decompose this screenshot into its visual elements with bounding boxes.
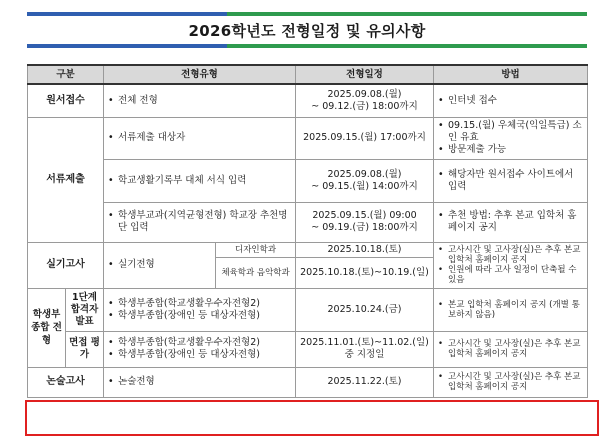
category-practical: 실기고사 (28, 242, 104, 288)
schedule-interview: 2025.11.01.(토)~11.02.(일) 중 지정일 (296, 331, 434, 367)
title-bottom-rule (27, 44, 587, 48)
header-type: 전형유형 (104, 65, 296, 84)
table-row-practical-1 (28, 242, 588, 257)
method-documents-3: • 추천 방법: 추후 본교 입학처 홈페이지 공지 (437, 210, 584, 234)
schedule-table (27, 64, 588, 398)
method-first-stage: • 본교 입학처 홈페이지 공지 (개별 통보하지 않음) (434, 288, 588, 331)
type-essay: • 논술전형 (107, 376, 292, 388)
schedule-practical-1: 2025.10.18.(토) (296, 242, 434, 257)
title-top-rule (27, 12, 587, 16)
schedule-documents-1: 2025.09.15.(월) 17:00까지 (296, 117, 434, 159)
schedule-first-stage: 2025.10.24.(금) (296, 288, 434, 331)
highlight-box-essay (25, 400, 599, 436)
header-method: 방법 (434, 65, 588, 84)
type-documents-target: • 서류제출 대상자 (107, 132, 292, 144)
table-row-student-record-1 (28, 288, 588, 331)
table-row-student-record-2 (28, 331, 588, 367)
type-record-substitute: • 학교생활기록부 대체 서식 입력 (107, 175, 292, 187)
table-row-essay (28, 367, 588, 397)
header-row (28, 65, 588, 84)
type-practical: • 실기전형 (107, 259, 212, 271)
sub-first-stage: 1단계 합격자 발표 (66, 288, 104, 331)
schedule-practical-2: 2025.10.18.(토)~10.19.(일) (296, 257, 434, 288)
category-documents: 서류제출 (28, 117, 104, 242)
method-interview: • 고사시간 및 고사장(실)은 추후 본교 입학처 홈페이지 공지 (434, 331, 588, 367)
types-interview: • 학생부종합(학교생활우수자전형2) • 학생부종합(장애인 등 대상자전형) (104, 331, 296, 367)
method-practical: • 고사시간 및 고사장(실)은 추후 본교 입학처 홈페이지 공지 • 인원에 따라 고사 일정이 단축될 수 있음 (434, 242, 588, 288)
table-row-documents-3 (28, 202, 588, 242)
category-application: 원서접수 (28, 84, 104, 117)
schedule-documents-2: 2025.09.08.(월) ~ 09.15.(월) 14:00까지 (296, 159, 434, 202)
category-essay: 논술고사 (28, 367, 104, 397)
method-documents-1: • 09.15.(월) 우체국(익일특급) 소인 유효 • 방문제출 가능 (434, 117, 588, 159)
header-category: 구분 (28, 65, 104, 84)
dept-design: 디자인학과 (216, 242, 296, 257)
method-essay: • 고사시간 및 고사장(실)은 추후 본교 입학처 홈페이지 공지 (434, 367, 588, 397)
type-principal-recommend: • 학생부교과(지역균형전형) 학교장 추천명단 입력 (107, 210, 292, 234)
schedule-application: 2025.09.08.(월) ~ 09.12.(금) 18:00까지 (296, 84, 434, 117)
method-documents-2: • 해당자만 원서접수 사이트에서 입력 (437, 169, 584, 193)
category-student-record: 학생부 종합 전형 (28, 288, 66, 367)
dept-pe-music: 체육학과 음악학과 (216, 257, 296, 288)
header-schedule: 전형일정 (296, 65, 434, 84)
method-application: • 인터넷 접수 (437, 95, 584, 107)
sub-interview: 면접 평가 (66, 331, 104, 367)
table-row-application (28, 84, 588, 117)
page-title: 2026학년도 전형일정 및 유의사항 (188, 22, 426, 40)
table-row-documents-2 (28, 159, 588, 202)
table-row-documents-1 (28, 117, 588, 159)
types-first-stage: • 학생부종합(학교생활우수자전형2) • 학생부종합(장애인 등 대상자전형) (104, 288, 296, 331)
schedule-essay: 2025.11.22.(토) (296, 367, 434, 397)
schedule-documents-3: 2025.09.15.(월) 09:00 ~ 09.19.(금) 18:00까지 (296, 202, 434, 242)
type-all: • 전체 전형 (107, 95, 292, 107)
